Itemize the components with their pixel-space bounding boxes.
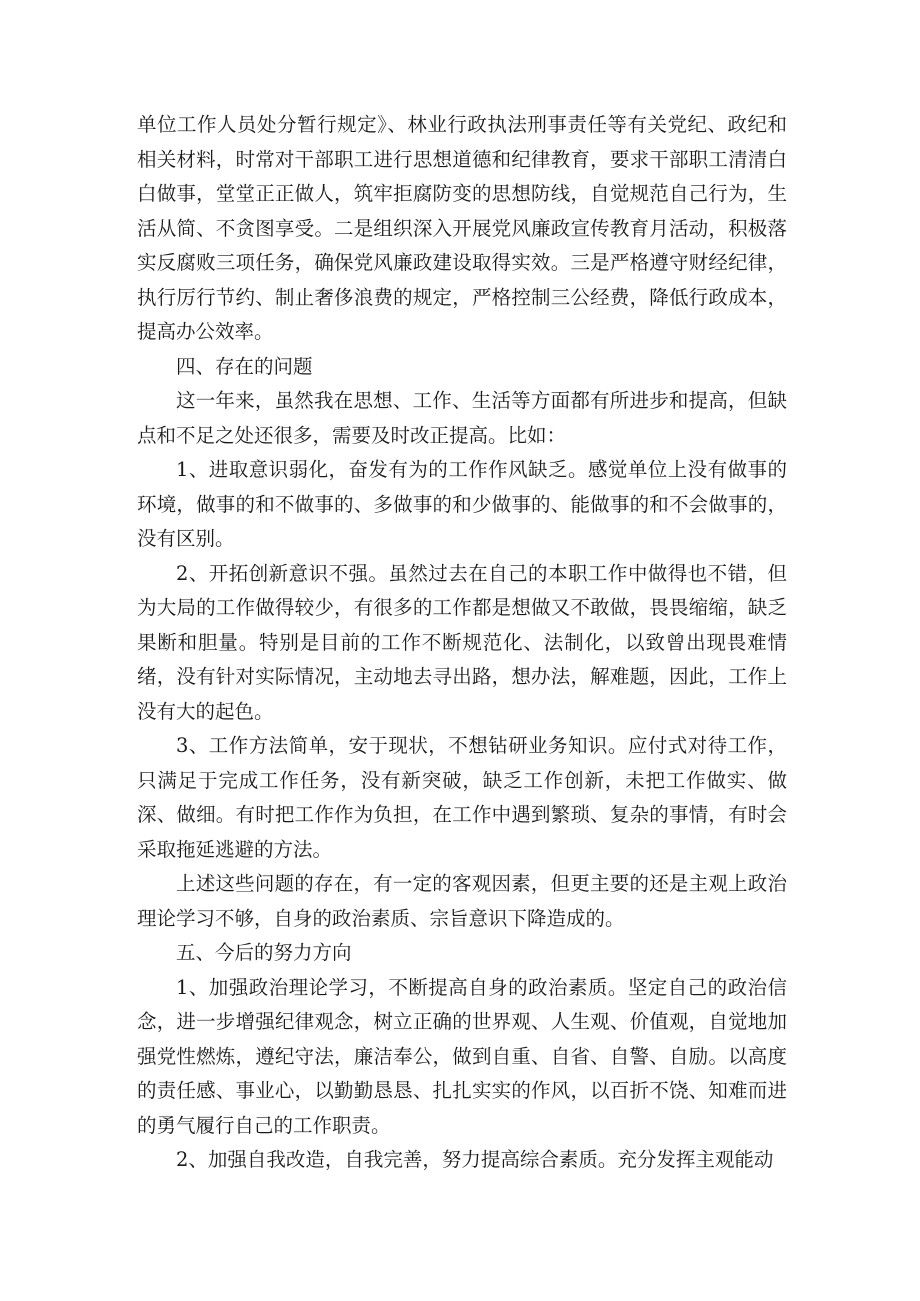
- paragraph-problem-2: 2、开拓创新意识不强。虽然过去在自己的本职工作中做得也不错，但为大局的工作做得较少，有很多的工作都是想做又不敢做，畏畏缩缩，缺乏果断和胆量。特别是目前的工作不断规范化、法制化，以致曾出现畏难情绪，没有针对实际情况，主动地去寻出路，想办法，解难题，因此，工作上没有大的起色。: [137, 561, 787, 723]
- paragraph-problems-intro: 这一年来，虽然我在思想、工作、生活等方面都有所进步和提高，但缺点和不足之处还很多，需要及时改正提高。比如：: [137, 389, 787, 447]
- paragraph-problem-1: 1、进取意识弱化，奋发有为的工作作风缺乏。感觉单位上没有做事的环境，做事的和不做事的、多做事的和少做事的、能做事的和不会做事的，没有区别。: [137, 458, 787, 550]
- section-heading-problems: 四、存在的问题: [176, 354, 313, 378]
- paragraph-direction-2: 2、加强自我改造，自我完善，努力提高综合素质。充分发挥主观能动: [176, 1148, 774, 1171]
- paragraph-direction-1: 1、加强政治理论学习，不断提高自身的政治素质。坚定自己的政治信念，进一步增强纪律观念，树立正确的世界观、人生观、价值观，自觉地加强党性燃炼，遵纪守法，廉洁奉公，做到自重、自省、自警、自励。以高度的责任感、事业心，以勤勤恳恳、扎扎实实的作风，以百折不饶、知难而进的勇气履行自己的工作职责。: [137, 975, 787, 1137]
- document-body: [137, 108, 787, 1178]
- paragraph-problems-cause: 上述这些问题的存在，有一定的客观因素，但更主要的还是主观上政治理论学习不够，自身的政治素质、宗旨意识下降造成的。: [137, 872, 787, 930]
- section-heading-direction: 五、今后的努力方向: [176, 941, 352, 964]
- paragraph-continuation: 单位工作人员处分暂行规定》、林业行政执法刑事责任等有关党纪、政纪和相关材料，时常对干部职工进行思想道德和纪律教育，要求干部职工清清白白做事，堂堂正正做人，筑牢拒腐防变的思想防线，自觉规范自己行为，生活从简、不贪图享受。二是组织深入开展党风廉政宣传教育月活动，积极落实反腐败三项任务，确保党风廉政建设取得实效。三是严格遵守财经纪律，执行厉行节约、制止奢侈浪费的规定，严格控制三公经费，降低行政成本，提高办公效率。: [137, 113, 787, 343]
- paragraph-problem-3: 3、工作方法简单，安于现状，不想钻研业务知识。应付式对待工作，只满足于完成工作任务，没有新突破，缺乏工作创新，未把工作做实、做深、做细。有时把工作作为负担，在工作中遇到繁琐、复杂的事情，有时会采取拖延逃避的方法。: [137, 734, 787, 861]
